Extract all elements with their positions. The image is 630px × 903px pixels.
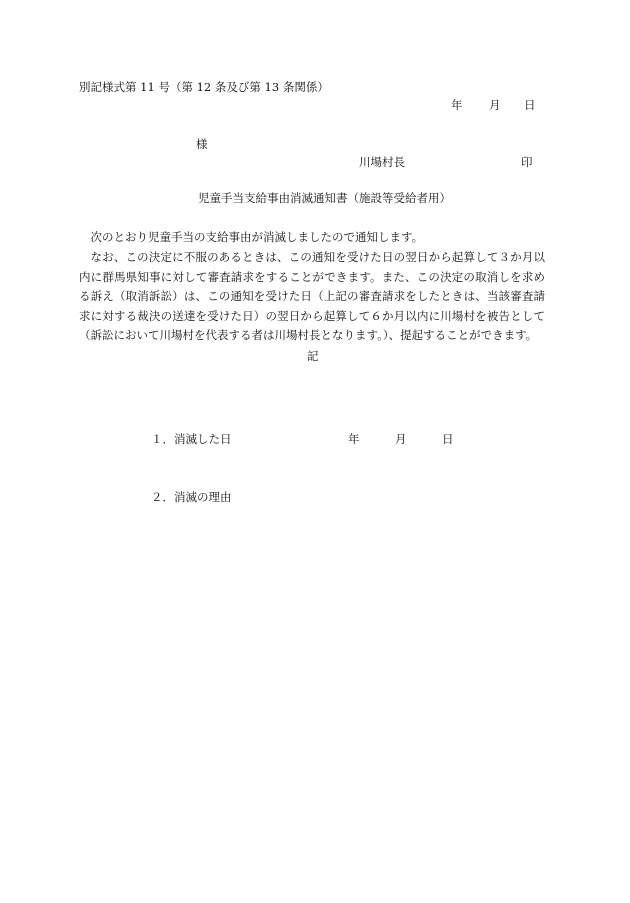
date-year-label: 年 [451,98,463,112]
item-extinction-date-label: １．消滅した日 [151,432,232,446]
item-extinction-day: 日 [442,432,454,446]
item-extinction-reason-label: ２．消滅の理由 [151,490,232,504]
seal-mark: 印 [521,155,533,169]
body-paragraph-1: 次のとおり児童手当の支給事由が消滅しましたので通知します。 [90,230,424,244]
addressee-honorific: 様 [196,137,208,151]
sender-title: 川場村長 [359,155,405,169]
item-extinction-year: 年 [348,432,360,446]
form-number: 別記様式第 11 号（第 12 条及び第 13 条関係） [79,80,329,94]
body-paragraph-2: なお、この決定に不服のあるときは、この通知を受けた日の翌日から起算して３か月以内に群馬県知事に対して審査請求をすることができます。また、この決定の取消しを求める訴え（取消訴訟）は、この通知を受けた日（上記の審査請求をしたときは、当該審査請求に対する裁決の送達を受けた日）の翌日から起算して６か月以内に川場村を被告として（訴訟において川場村を代表する者は川場村長となります。）、提起することができます。 [79,250,545,343]
date-month-label: 月 [489,98,501,112]
document-title: 児童手当支給事由消滅通知書（施設等受給者用） [198,191,451,205]
ki-heading: 記 [307,349,319,363]
date-day-label: 日 [524,98,536,112]
item-extinction-month: 月 [395,432,407,446]
